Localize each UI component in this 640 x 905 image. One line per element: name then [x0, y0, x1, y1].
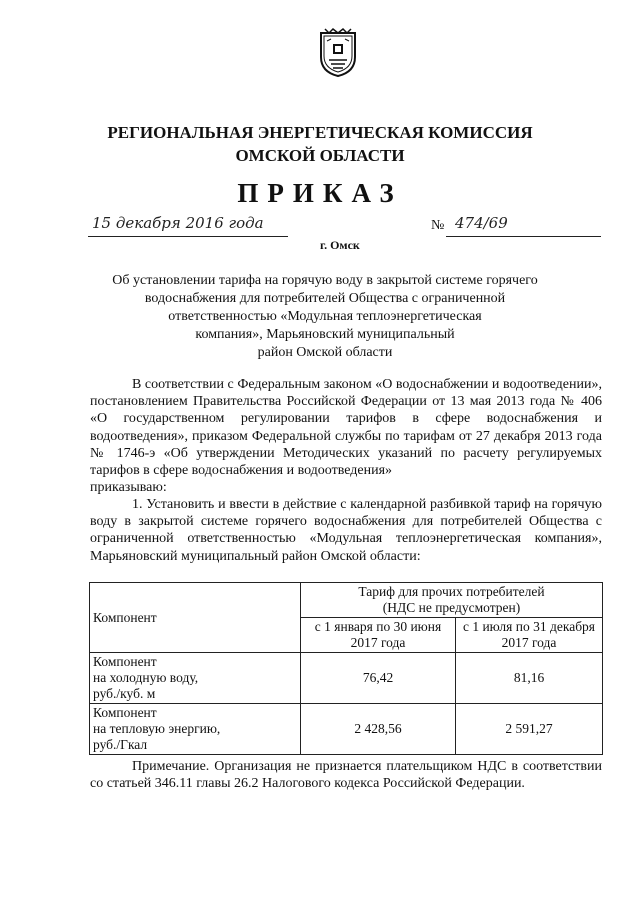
- table-row: [90, 653, 603, 704]
- tariff-value: 76,42: [301, 653, 456, 704]
- period-2-header: с 1 июля по 31 декабря 2017 года: [456, 618, 603, 653]
- city-name: г. Омск: [320, 238, 360, 252]
- number-underline: [446, 236, 601, 237]
- handwritten-number: 474/69: [455, 214, 508, 232]
- table-header-row: [90, 583, 603, 618]
- coat-of-arms-emblem: [319, 27, 357, 77]
- organization-name-line-1: РЕГИОНАЛЬНАЯ ЭНЕРГЕТИЧЕСКАЯ КОМИССИЯ: [107, 123, 533, 142]
- number-label: №: [431, 218, 445, 233]
- handwritten-date: 15 декабря 2016 года: [92, 214, 264, 232]
- table-row: [90, 704, 603, 755]
- row-label: руб./Гкал: [93, 737, 148, 752]
- tariff-value: 2 428,56: [301, 704, 456, 755]
- tariff-value: 2 591,27: [456, 704, 603, 755]
- subject-line: Об установлении тарифа на горячую воду в закрытой системе горячего: [112, 273, 538, 288]
- document-type-title: ПРИКАЗ: [237, 178, 403, 208]
- row-label: Компонент: [93, 705, 157, 720]
- preamble-paragraph: В соответствии с Федеральным законом «О водоснабжении и водоотведении», постановлением Правительства Российской Федерации от 13 мая 2013 года № 406 «О государственном регулировании тарифов в сфере водоснабжения и водоотведения», приказом Федеральной службы по тарифам от 27 декабря 2013 года № 1746-э «Об утверждении Методических указаний по расчету регулируемых тарифов в сфере водоснабжения и водоотведения»: [90, 377, 602, 479]
- period-1-header: с 1 января по 30 июня 2017 года: [301, 618, 456, 653]
- item-1-paragraph: 1. Установить и ввести в действие с календарной разбивкой тариф на горячую воду в закрытой системе горячего водоснабжения для потребителей Общества с ограниченной ответственностью «Модульная теплоэнергетическая компания», Марьяновский муниципальный район Омской области:: [90, 497, 602, 564]
- subject-line: ответственностью «Модульная теплоэнергетическая: [168, 309, 482, 324]
- tariff-header: Тариф для прочих потребителей: [358, 584, 545, 599]
- order-word: приказываю:: [90, 480, 167, 495]
- tariff-header-cell: [301, 583, 603, 618]
- row-label-cell: [90, 653, 301, 704]
- organization-name-line-2: ОМСКОЙ ОБЛАСТИ: [235, 146, 405, 165]
- tariff-table: [89, 582, 603, 755]
- date-underline: [88, 236, 288, 237]
- document-subject: [110, 272, 540, 362]
- row-label: на холодную воду,: [93, 670, 199, 685]
- row-label-cell: [90, 704, 301, 755]
- component-header-cell: [90, 583, 301, 653]
- subject-line: водоснабжения для потребителей Общества с ограниченной: [144, 291, 506, 306]
- row-label: Компонент: [93, 654, 157, 669]
- note-paragraph: Примечание. Организация не признается плательщиком НДС в соответствии со статьей 346.11 главы 26.2 Налогового кодекса Российской Федерации.: [90, 759, 602, 792]
- subject-line: район Омской области: [257, 345, 393, 360]
- subject-line: компания», Марьяновский муниципальный: [195, 327, 455, 342]
- row-label: на тепловую энергию,: [93, 721, 221, 736]
- row-label: руб./куб. м: [93, 686, 156, 701]
- tariff-value: 81,16: [456, 653, 603, 704]
- tariff-subheader: (НДС не предусмотрен): [382, 600, 521, 615]
- component-header: Компонент: [93, 609, 157, 625]
